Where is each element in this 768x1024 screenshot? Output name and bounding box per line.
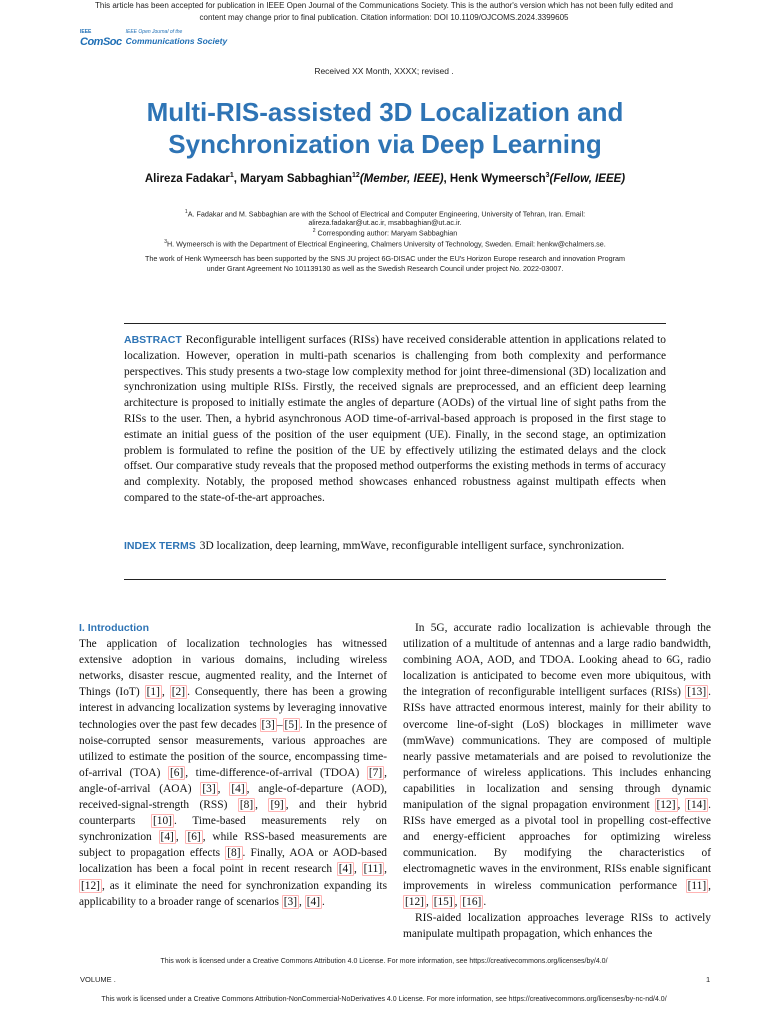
paragraph-text: , xyxy=(425,895,432,908)
citation-link[interactable]: [14] xyxy=(687,799,707,812)
citation-link[interactable]: [6] xyxy=(187,831,201,844)
affiliation-2-marker: 2 xyxy=(312,228,316,235)
intro-paragraph-1 xyxy=(79,636,387,910)
paragraph-text: , xyxy=(299,895,305,908)
volume-label: VOLUME . xyxy=(80,975,116,984)
license-cc-by-nc-nd: This work is licensed under a Creative Commons Attribution-NonCommercial-NoDerivatives 4.0 License. For more information, see https://creativecommons.org/licenses/by-nc-nd/4.0/ xyxy=(101,996,667,1003)
index-terms xyxy=(124,539,666,555)
paragraph-text: . RISs have attracted enormous interest, mainly for their ability to overcome line-of-sight (LoS) blockages in millimeter wave (mmWave) communications. They are composed of multiple nearly passive metamaterials and are poised to revolutionize the performance of wireless applications. This includes enhancing capabilities in localization and sensing through dynamic manipulation of the signal propagation environment xyxy=(403,686,711,812)
citation-link[interactable]: [12] xyxy=(81,879,100,892)
citation-link[interactable]: [15] xyxy=(433,895,453,908)
journal-name-line-1: IEEE Open Journal of the xyxy=(125,29,183,35)
citation-link[interactable]: [8] xyxy=(239,799,254,812)
journal-name-line-2: Communications Society xyxy=(125,36,228,46)
logo-mark-top: IEEE xyxy=(80,29,92,35)
author-2-membership: (Member, IEEE) xyxy=(359,172,444,185)
paragraph-text: , xyxy=(354,863,362,876)
author-3: , Henk Wymeersch xyxy=(443,172,546,185)
license-cc-by: This work is licensed under a Creative Commons Attribution 4.0 License. For more information, see https://creativecommons.org/licenses/by/4.0/ xyxy=(160,958,608,965)
abstract-top-rule xyxy=(124,323,666,324)
citation-link[interactable]: [4] xyxy=(306,895,321,908)
paragraph-text: , xyxy=(384,863,387,876)
author-2: , Maryam Sabbaghian xyxy=(233,172,353,185)
paragraph-text: . xyxy=(322,895,325,908)
author-list xyxy=(60,172,710,185)
citation-link[interactable]: [4] xyxy=(160,831,174,844)
citation-link[interactable]: [11] xyxy=(363,863,383,876)
author-3-membership: (Fellow, IEEE) xyxy=(549,172,626,185)
paragraph-text: , and their hybrid counterparts xyxy=(79,799,387,828)
affiliation-3 xyxy=(100,238,670,248)
paragraph-text: . In the presence of noise-corrupted sensor measurements, various approaches are utilized to estimate the position of the source, encompassing time-of-arrival (TOA) xyxy=(79,718,387,779)
affiliation-3-marker: 3 xyxy=(164,238,167,245)
citation-link[interactable]: [4] xyxy=(338,863,353,876)
logo-mark-text: ComSoc xyxy=(80,36,122,48)
index-terms-text: 3D localization, deep learning, mmWave, reconfigurable intelligent surface, synchronization. xyxy=(199,540,625,552)
abstract-label: ABSTRACT xyxy=(124,334,182,346)
affiliations xyxy=(100,208,670,248)
intro-paragraph-2 xyxy=(403,620,711,910)
paragraph-text: . xyxy=(483,895,487,908)
paragraph-text: . Consequently, there has been a growing interest in advancing localization systems by leveraging innovative technologies over the past few decades xyxy=(79,686,387,731)
citation-link[interactable]: [3] xyxy=(283,895,298,908)
citation-link[interactable]: [3] xyxy=(202,782,216,795)
paragraph-text: , xyxy=(255,799,269,812)
paragraph-text: , xyxy=(175,831,186,844)
abstract-text: Reconfigurable intelligent surfaces (RISs) have received considerable attention in applications related to localization. However, operation in multi-path scenarios is challenging from both complexity and performance perspectives. This study presents a two-stage low complexity method for joint three-dimensional (3D) localization and synchronization using multiple RISs. Firstly, the received signals are preprocessed, and an efficient deep learning architecture is proposed to initially estimate the angles of departure (AODs) of the virtual line of sight paths from the RISs to the user. Then, a hybrid asynchronous AOD time-of-arrival-based approach is proposed in the first stage to estimate an initial guess of the position of the user equipment (UE). Finally, in the second stage, an optimization problem is formulated to refine the position of the UE by effectively utilizing the estimated delays and the clock offset. Our comparative study reveals that the proposed method outperforms the existing methods in terms of accuracy and complexity. Notably, the proposed method showcases enhanced robustness against multipath effects when compared to the state-of-the-art approaches. xyxy=(124,334,666,504)
paragraph-text: , angle-of-arrival (AOA) xyxy=(79,766,387,795)
paragraph-text: , as it eliminate the need for synchronization expanding its applicability to a broader range of scenarios xyxy=(79,879,387,908)
affiliation-1-text: A. Fadakar and M. Sabbaghian are with the School of Electrical and Computer Engineering, University of Tehran, Iran. Email: xyxy=(187,209,586,219)
paragraph-text: , xyxy=(677,799,686,812)
journal-logo xyxy=(80,27,227,47)
page-number: 1 xyxy=(706,975,711,984)
notice-line-1: This article has been accepted for publication in IEEE Open Journal of the Communications Society. This is the author's version which has not been fully edited and xyxy=(95,1,673,10)
section-heading-introduction: I. Introduction xyxy=(79,622,149,634)
citation-link[interactable]: [16] xyxy=(462,895,482,908)
affiliation-1 xyxy=(100,208,670,218)
citation-link[interactable]: [7] xyxy=(368,766,383,779)
citation-link[interactable]: [12] xyxy=(405,895,424,908)
affiliation-3-text: H. Wymeersch is with the Department of Electrical Engineering, Chalmers University of Technology, Sweden. Email: henkw@chalmers.se. xyxy=(166,239,606,249)
paragraph-text: , xyxy=(454,895,461,908)
citation-link[interactable]: [10] xyxy=(153,815,172,828)
paragraph-text: . Finally, AOA or AOD-based localization has been a focal point in recent research xyxy=(79,847,387,876)
paragraph-text: , xyxy=(217,782,230,795)
index-terms-bottom-rule xyxy=(124,579,666,580)
citation-link[interactable]: [9] xyxy=(270,799,284,812)
paragraph-text: – xyxy=(276,718,283,731)
author-2-affil: 12 xyxy=(352,172,360,179)
paragraph-text: The application of localization technologies has witnessed extensive adoption in various domains, including wireless networks, disaster rescue, augmented reality, and the Internet of Things (IoT) xyxy=(79,638,387,699)
paragraph-text: , xyxy=(161,686,170,699)
paragraph-text: In 5G, accurate radio localization is achievable through the utilization of a multitude of antennas and a large radio bandwidth, combining AOA, AOD, and TDOA. Looking ahead to 6G, radio localization is anticipated to become even more ubiquitous, with the integration of reconfigurable intelligent surfaces (RISs) xyxy=(403,622,711,699)
author-1: Alireza Fadakar xyxy=(144,172,230,185)
intro-paragraph-3: RIS-aided localization approaches leverage RISs to actively manipulate multipath propagation, which enhances the xyxy=(403,911,711,940)
abstract xyxy=(124,333,666,507)
citation-link[interactable]: [2] xyxy=(171,686,186,699)
citation-link[interactable]: [4] xyxy=(231,782,245,795)
citation-link[interactable]: [12] xyxy=(656,799,676,812)
comsoc-logo-mark xyxy=(80,27,122,47)
body-column-right xyxy=(403,620,711,942)
corresponding-author-text: Corresponding author: Maryam Sabbaghian xyxy=(315,228,458,238)
paragraph-text: , xyxy=(708,879,711,892)
body-column-left xyxy=(79,620,387,910)
citation-link[interactable]: [8] xyxy=(227,847,241,860)
affiliation-1-marker: 1 xyxy=(184,209,188,215)
citation-link[interactable]: [5] xyxy=(284,718,298,731)
affiliation-1-emails: alireza.fadakar@ut.ac.ir, msabbaghian@ut.ac.ir. xyxy=(308,218,462,228)
paragraph-text: , angle-of-departure (AOD), received-signal-strength (RSS) xyxy=(79,782,387,812)
funding-statement: The work of Henk Wymeersch has been supported by the SNS JU project 6G-DISAC under the EU's Horizon Europe research and innovation Program under Grant Agreement No 101139130 as well as the Swedish Research Council under project No. 2022-03007. xyxy=(145,254,625,273)
author-1-affil: 1 xyxy=(229,172,234,179)
index-terms-label: INDEX TERMS xyxy=(124,540,196,552)
paragraph-text: , while RSS-based measurements are subject to propagation effects xyxy=(79,831,387,860)
citation-link[interactable]: [1] xyxy=(146,686,160,699)
received-date: Received XX Month, XXXX; revised . xyxy=(314,66,454,76)
paragraph-text: . RISs have emerged as a pivotal tool in propelling cost-effective and energy-efficient approaches for optimizing wireless communication. By modifying the characteristics of electromagnetic waves in the environment, RISs enable significant improvements in wireless communication performance xyxy=(403,799,711,892)
paragraph-text: , time-difference-of-arrival (TDOA) xyxy=(185,766,367,779)
citation-link[interactable]: [13] xyxy=(687,686,707,699)
citation-link[interactable]: [6] xyxy=(169,766,184,779)
paper-title: Multi-RIS-assisted 3D Localization and Synchronization via Deep Learning xyxy=(146,97,624,159)
publication-notice xyxy=(0,0,768,24)
paragraph-text: . Time-based measurements rely on synchronization xyxy=(79,815,388,844)
notice-line-2: content may change prior to final publication. Citation information: DOI 10.1109/OJCOMS.2024.3399605 xyxy=(199,13,569,22)
citation-link[interactable]: [3] xyxy=(261,718,275,731)
journal-name xyxy=(126,28,228,46)
author-3-affil: 3 xyxy=(545,172,550,179)
corresponding-author xyxy=(100,227,670,237)
citation-link[interactable]: [11] xyxy=(687,879,707,892)
